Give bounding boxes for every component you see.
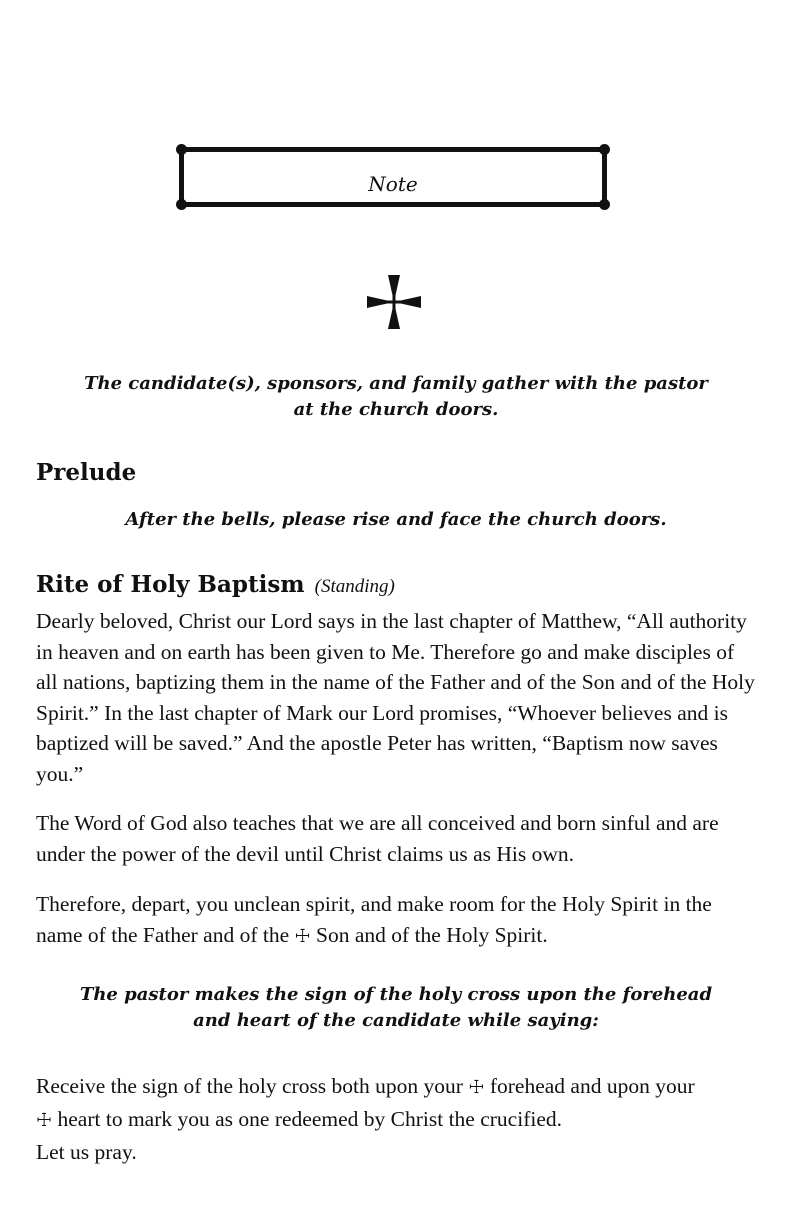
rubric-line: at the church doors. (293, 399, 499, 420)
note-box-corner (599, 199, 610, 210)
rite-heading (36, 571, 395, 598)
paragraph-text: forehead and upon your (489, 1074, 695, 1098)
note-box-corner (599, 144, 610, 155)
rite-title: Rite of Holy Baptism (36, 571, 305, 598)
prayer-invitation: Let us pray. (36, 1140, 137, 1164)
exhortation-paragraph: Dearly beloved, Christ our Lord says in the last chapter of Matthew, “All authority in heaven and on earth has been given to Me. Therefore go and make disciples of all nations, baptizing them in the name of the Father and of the Son and of the Holy Spirit.” In the last chapter of Mark our Lord promises, “Whoever believes and is baptized will be saved.” And the apostle Peter has written, “Baptism now saves you.” (36, 609, 755, 786)
rubric-line: and heart of the candidate while saying: (193, 1010, 599, 1031)
note-title: Note (368, 172, 418, 196)
paragraph-text: Therefore, depart, you unclean spirit, and make room for the Holy Spirit in the name of the Father and of the (36, 892, 712, 947)
gathering-rubric (36, 371, 756, 423)
note-box-corner (176, 144, 187, 155)
cross-icon: ☩ (36, 1109, 53, 1131)
sign-rubric (36, 982, 756, 1034)
paragraph-text: Son and of the Holy Spirit. (316, 922, 548, 947)
cross-pattee-icon (364, 272, 424, 332)
cross-icon: ☩ (468, 1077, 485, 1098)
cross-icon: ☩ (294, 925, 311, 947)
note-box-corner (176, 199, 187, 210)
prelude-rubric: After the bells, please rise and face the church doors. (125, 509, 667, 530)
paragraph-text: heart to mark you as one redeemed by Christ the crucified. (57, 1106, 562, 1131)
paragraph-text: Receive the sign of the holy cross both upon your (36, 1074, 463, 1098)
exorcism-paragraph (36, 889, 760, 952)
rubric-line: The candidate(s), sponsors, and family gather with the pastor (84, 373, 708, 394)
rubric-line: The pastor makes the sign of the holy cross upon the forehead (79, 984, 713, 1005)
note-box (179, 147, 607, 207)
posture-note: (Standing) (314, 576, 395, 597)
doctrine-paragraph: The Word of God also teaches that we are all conceived and born sinful and are under the power of the devil until Christ claims us as His own. (36, 811, 719, 866)
prelude-heading: Prelude (36, 459, 137, 486)
sign-of-cross-paragraph (36, 1071, 760, 1136)
